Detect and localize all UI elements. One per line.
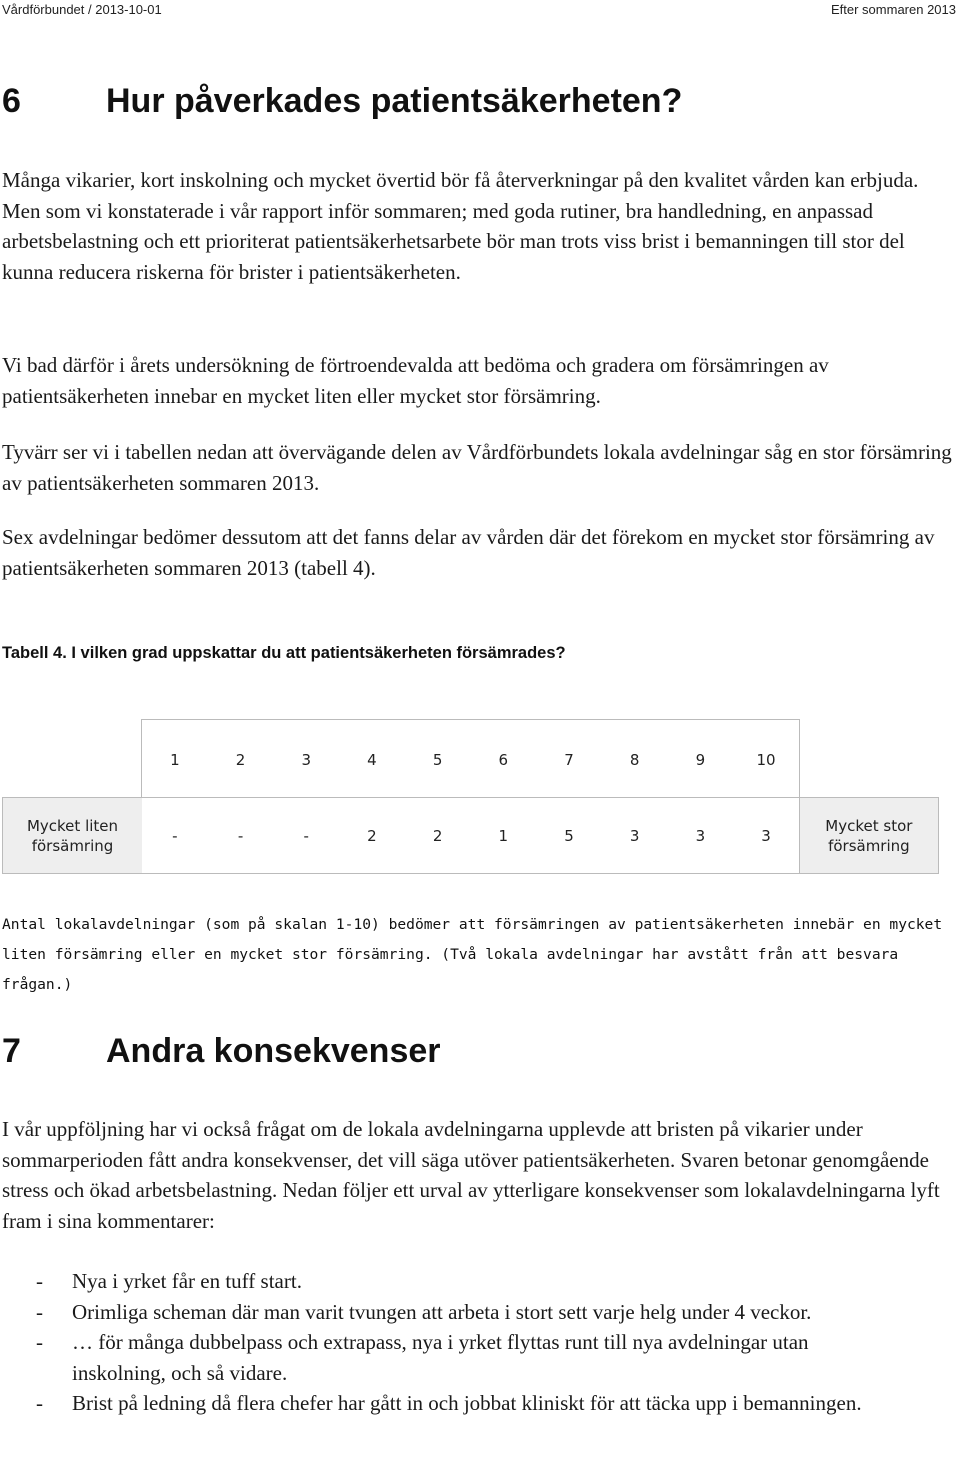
value-cell: - <box>237 826 244 845</box>
section-6-heading <box>2 82 682 121</box>
scale-cell: 8 <box>629 750 640 769</box>
value-cell: 3 <box>629 826 640 845</box>
header-right: Efter sommaren 2013 <box>830 2 956 17</box>
paragraph-2: Vi bad därför i årets undersökning de förtroendevalda att bedöma och gradera om försämringen av patientsäkerheten innebar en mycket liten eller mycket stor försämring. <box>2 353 829 408</box>
high-end-label <box>799 798 938 873</box>
consequence-list <box>2 1266 952 1419</box>
scale-cell: 5 <box>432 750 443 769</box>
paragraph-4: Sex avdelningar bedömer dessutom att det fanns delar av vården där det förekom en mycket stor försämring av patientsäkerheten sommaren 2013 (tabell 4). <box>2 525 935 580</box>
value-cell: 3 <box>761 826 771 845</box>
scale-cell: 7 <box>564 750 574 769</box>
data-row <box>2 797 939 874</box>
low-end-label-line-1: Mycket liten <box>26 816 119 835</box>
section-6-title: Hur påverkades patientsäkerheten? <box>106 82 683 120</box>
list-dash: - <box>36 1269 43 1293</box>
list-dash: - <box>36 1299 43 1324</box>
list-item <box>2 1388 952 1419</box>
scale-cell: 1 <box>170 750 180 769</box>
list-item-text: Nya i yrket får en tuff start. <box>72 1269 302 1293</box>
high-end-label-line-2: försämring <box>828 836 910 855</box>
value-cell: - <box>172 826 178 845</box>
value-cell: 3 <box>695 826 706 845</box>
scale-header-row <box>141 719 800 799</box>
list-item-text: … för många dubbelpass och extrapass, nya i yrket flyttas runt till nya avdelningar utan inskolning, och så vidare. <box>72 1330 809 1385</box>
value-cell: 2 <box>432 826 443 845</box>
low-end-label <box>2 798 142 873</box>
low-end-label-line-2: försämring <box>31 836 114 855</box>
list-dash: - <box>36 1330 43 1354</box>
scale-cell: 2 <box>235 750 246 769</box>
list-item <box>2 1266 952 1297</box>
table-caption: Tabell 4. I vilken grad uppskattar du att patientsäkerheten försämrades? <box>2 644 566 662</box>
paragraph-1: Många vikarier, kort inskolning och mycket övertid bör få återverkningar på den kvalitet vården kan erbjuda. Men som vi konstaterade i vår rapport inför sommaren; med goda rutiner, bra handledning, en anpassad arbetsbelastning och ett prioriterat patientsäkerhetsarbete bör man trots viss brist i bemanningen till stor del kunna reducera riskerna för brister i patientsäkerheten. <box>2 168 919 284</box>
section-6-number: 6 <box>2 82 21 120</box>
table-note: Antal lokalavdelningar (som på skalan 1-10) bedömer att försämringen av patientsäkerheten innebär en mycket liten försämring eller en mycket stor försämring. (Två lokala avdelningar har avstått från att besvara frågan.) <box>2 916 943 993</box>
scale-cell: 4 <box>367 750 377 769</box>
header-left: Vårdförbundet / 2013-10-01 <box>2 2 162 17</box>
section-7-heading <box>2 1032 441 1071</box>
paragraph-5: I vår uppföljning har vi också frågat om de lokala avdelningarna upplevde att bristen på vikarier under sommarperioden fått andra konsekvenser, det vill säga utöver patientsäkerheten. Svaren betonar genomgående stress och ökad arbetsbelastning. Nedan följer ett urval av ytterligare konsekvenser som lokalavdelningarna lyft fram i sina kommentarer: <box>2 1117 940 1233</box>
scale-cell: 6 <box>498 750 509 769</box>
value-cell: - <box>303 826 309 845</box>
value-cell: 1 <box>498 826 509 845</box>
value-cell: 5 <box>564 826 574 845</box>
list-item <box>2 1297 952 1328</box>
paragraph-3: Tyvärr ser vi i tabellen nedan att övervägande delen av Vårdförbundets lokala avdelningar såg en stor försämring av patientsäkerheten sommaren 2013. <box>2 440 952 495</box>
high-end-label-line-1: Mycket stor <box>825 816 913 835</box>
value-cell: 2 <box>367 826 377 845</box>
list-dash: - <box>36 1391 43 1415</box>
scale-cell: 3 <box>301 750 311 769</box>
list-item-text: Brist på ledning då flera chefer har gått in och jobbat kliniskt för att täcka upp i bemanningen. <box>72 1391 862 1415</box>
list-item <box>2 1327 952 1388</box>
scale-cell: 9 <box>695 750 706 769</box>
scale-cell: 10 <box>756 750 776 769</box>
section-7-number: 7 <box>2 1032 21 1070</box>
section-7-title: Andra konsekvenser <box>106 1032 441 1070</box>
list-item-text: Orimliga scheman där man varit tvungen att arbeta i stort sett varje helg under 4 veckor. <box>72 1299 812 1324</box>
